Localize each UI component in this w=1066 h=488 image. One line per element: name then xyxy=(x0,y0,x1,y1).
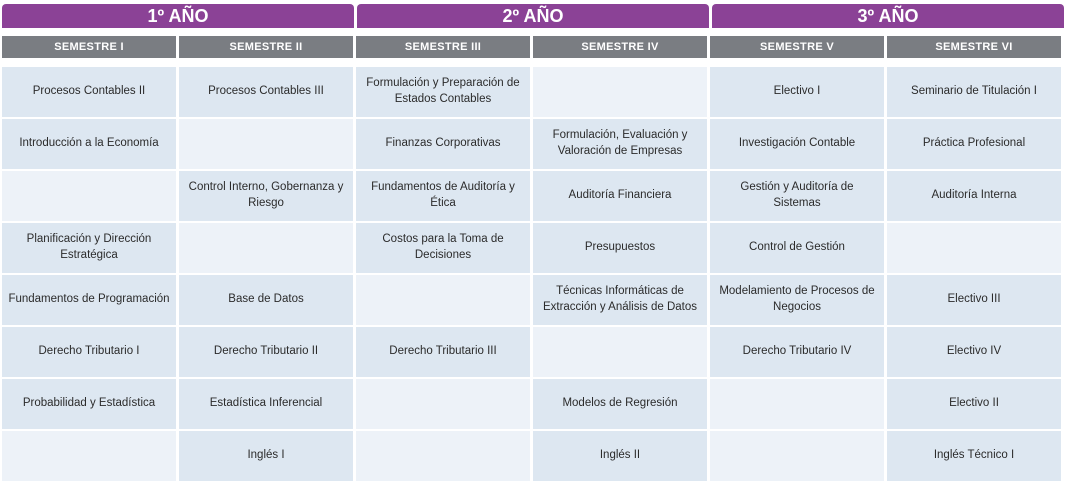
semester-header-row xyxy=(2,36,1064,58)
empty-cell xyxy=(179,119,353,169)
course-cell: Electivo I xyxy=(710,67,884,117)
course-cell: Fundamentos de Auditoría y Ética xyxy=(356,171,530,221)
course-cell: Planificación y Dirección Estratégica xyxy=(2,223,176,273)
course-cell: Modelos de Regresión xyxy=(533,379,707,429)
course-cell: Electivo III xyxy=(887,275,1061,325)
course-cell: Gestión y Auditoría de Sistemas xyxy=(710,171,884,221)
course-cell: Derecho Tributario I xyxy=(2,327,176,377)
course-cell: Modelamiento de Procesos de Negocios xyxy=(710,275,884,325)
course-cell: Control de Gestión xyxy=(710,223,884,273)
course-grid xyxy=(2,67,1064,481)
course-cell: Base de Datos xyxy=(179,275,353,325)
empty-cell xyxy=(533,327,707,377)
empty-cell xyxy=(710,431,884,481)
course-cell: Presupuestos xyxy=(533,223,707,273)
semester-header-1: SEMESTRE I xyxy=(2,36,176,58)
course-cell: Fundamentos de Programación xyxy=(2,275,176,325)
course-cell: Procesos Contables III xyxy=(179,67,353,117)
course-cell: Derecho Tributario III xyxy=(356,327,530,377)
course-cell: Auditoría Financiera xyxy=(533,171,707,221)
course-cell: Auditoría Interna xyxy=(887,171,1061,221)
course-cell: Formulación y Preparación de Estados Contables xyxy=(356,67,530,117)
course-cell: Investigación Contable xyxy=(710,119,884,169)
empty-cell xyxy=(2,171,176,221)
empty-cell xyxy=(356,275,530,325)
empty-cell xyxy=(887,223,1061,273)
empty-cell xyxy=(356,379,530,429)
empty-cell xyxy=(179,223,353,273)
course-cell: Seminario de Titulación I xyxy=(887,67,1061,117)
course-cell: Costos para la Toma de Decisiones xyxy=(356,223,530,273)
semester-header-3: SEMESTRE III xyxy=(356,36,530,58)
year-header-row xyxy=(2,4,1064,28)
course-cell: Inglés Técnico I xyxy=(887,431,1061,481)
semester-header-4: SEMESTRE IV xyxy=(533,36,707,58)
course-cell: Inglés II xyxy=(533,431,707,481)
course-cell: Electivo IV xyxy=(887,327,1061,377)
course-cell: Derecho Tributario IV xyxy=(710,327,884,377)
semester-header-2: SEMESTRE II xyxy=(179,36,353,58)
year-header-2: 2º AÑO xyxy=(357,4,709,28)
course-cell: Estadística Inferencial xyxy=(179,379,353,429)
course-cell: Práctica Profesional xyxy=(887,119,1061,169)
course-cell: Técnicas Informáticas de Extracción y Análisis de Datos xyxy=(533,275,707,325)
course-cell: Electivo II xyxy=(887,379,1061,429)
semester-header-5: SEMESTRE V xyxy=(710,36,884,58)
year-header-3: 3º AÑO xyxy=(712,4,1064,28)
course-cell: Procesos Contables II xyxy=(2,67,176,117)
course-cell: Inglés I xyxy=(179,431,353,481)
empty-cell xyxy=(533,67,707,117)
course-cell: Derecho Tributario II xyxy=(179,327,353,377)
year-header-1: 1º AÑO xyxy=(2,4,354,28)
empty-cell xyxy=(356,431,530,481)
semester-header-6: SEMESTRE VI xyxy=(887,36,1061,58)
course-cell: Probabilidad y Estadística xyxy=(2,379,176,429)
course-cell: Finanzas Corporativas xyxy=(356,119,530,169)
empty-cell xyxy=(710,379,884,429)
empty-cell xyxy=(2,431,176,481)
course-cell: Introducción a la Economía xyxy=(2,119,176,169)
course-cell: Control Interno, Gobernanza y Riesgo xyxy=(179,171,353,221)
course-cell: Formulación, Evaluación y Valoración de Empresas xyxy=(533,119,707,169)
